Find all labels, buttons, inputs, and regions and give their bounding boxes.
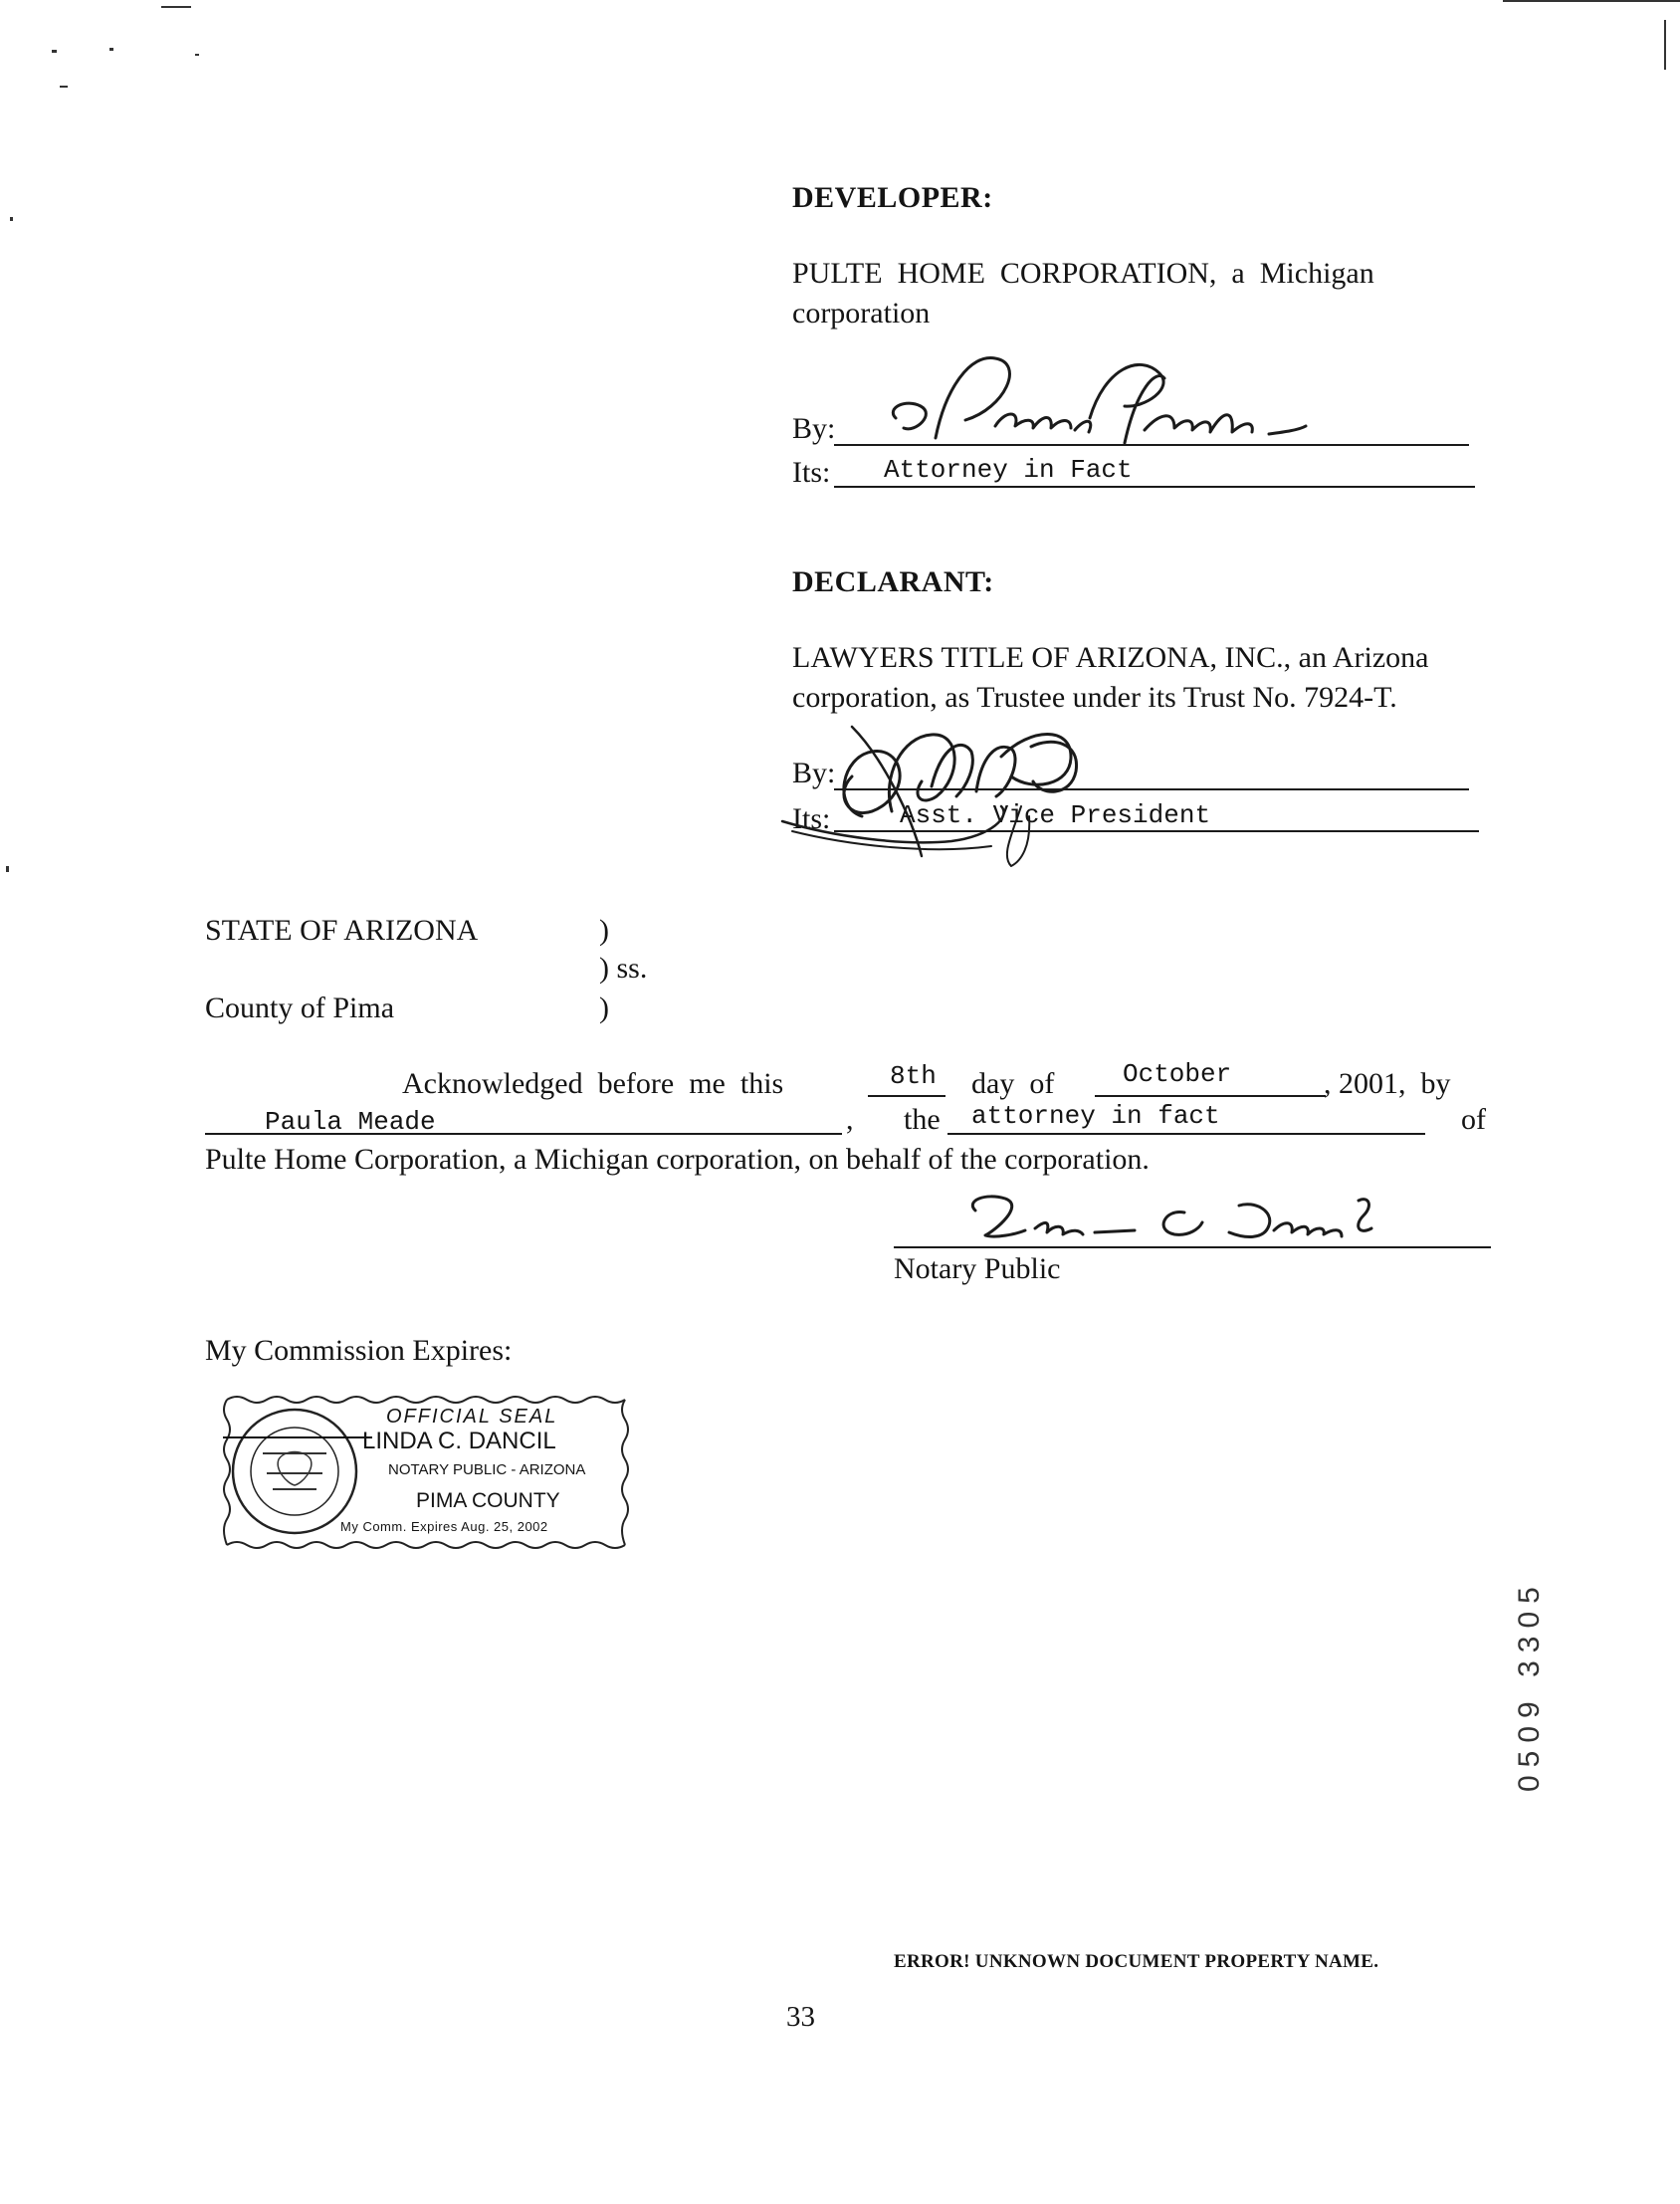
scan-speck [1664,20,1666,70]
ack-month-value: October [1123,1059,1232,1089]
venue-paren-1: ) [599,914,609,947]
ack-day-word: day of [971,1067,1055,1100]
ack-day-value: 8th [890,1061,937,1091]
margin-stamp: 0509 3305 [1513,1579,1546,1792]
footer-error-text: ERROR! UNKNOWN DOCUMENT PROPERTY NAME. [894,1951,1379,1972]
ack-prefix: Acknowledged before me this [402,1067,784,1100]
developer-company-line2: corporation [792,297,931,330]
declarant-heading: DECLARANT: [792,565,994,598]
scan-speck [109,48,113,51]
venue-county: County of Pima [205,992,395,1024]
developer-its-value: Attorney in Fact [884,455,1133,485]
venue-paren-3: ) [599,992,609,1024]
seal-notary-line: NOTARY PUBLIC - ARIZONA [388,1461,586,1478]
venue-ss: ) ss. [599,952,648,985]
ack-name-value: Paula Meade [265,1107,436,1137]
declarant-signature [772,697,1151,871]
declarant-company-line2: corporation, as Trustee under its Trust No. 7924-T. [792,681,1397,714]
scan-speck [60,86,68,88]
notary-signature [955,1191,1393,1260]
developer-by-label: By: [792,412,836,445]
declarant-company-line1: LAWYERS TITLE OF ARIZONA, INC., an Arizona [792,641,1429,674]
declarant-its-label: Its: [792,802,831,835]
ack-comma: , [846,1103,854,1136]
scan-speck [1503,0,1680,2]
seal-county: PIMA COUNTY [416,1489,560,1512]
ack-the: the [904,1103,941,1136]
commission-expires-label: My Commission Expires: [205,1334,513,1367]
ack-of: of [1461,1103,1486,1136]
scan-speck [10,217,13,221]
declarant-its-value: Asst. Vice President [900,800,1211,830]
scan-speck [161,6,191,8]
ack-day-line [868,1095,945,1097]
ack-closing: Pulte Home Corporation, a Michigan corporation, on behalf of the corporation. [205,1143,1150,1176]
venue-state: STATE OF ARIZONA [205,914,479,947]
ack-title-line [947,1133,1425,1135]
developer-company-line1: PULTE HOME CORPORATION, a Michigan [792,257,1374,290]
declarant-by-label: By: [792,757,836,789]
developer-its-line [834,486,1475,488]
seal-name: LINDA C. DANCIL [362,1428,556,1454]
ack-month-line [1095,1095,1326,1097]
developer-heading: DEVELOPER: [792,181,993,214]
ack-year: , 2001, by [1324,1067,1451,1100]
scan-speck [195,54,199,56]
seal-title: OFFICIAL SEAL [386,1406,558,1428]
page-number: 33 [786,2001,815,2033]
developer-its-label: Its: [792,456,831,489]
scan-speck [6,866,9,872]
notary-public-label: Notary Public [894,1252,1061,1285]
seal-expiry: My Comm. Expires Aug. 25, 2002 [340,1519,548,1534]
developer-signature [876,348,1314,458]
ack-title-value: attorney in fact [971,1101,1220,1131]
notary-seal [223,1394,633,1551]
scan-speck [52,50,57,53]
